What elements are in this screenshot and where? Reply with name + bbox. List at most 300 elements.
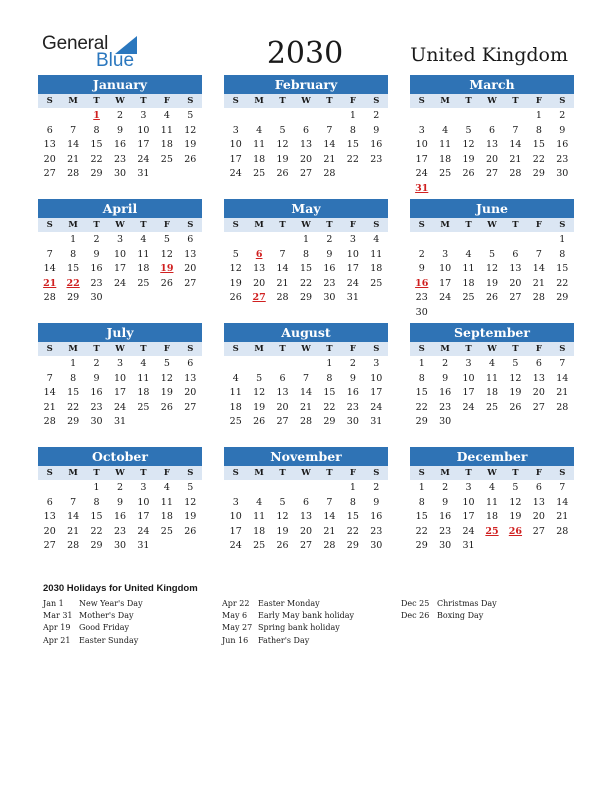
holiday-name: Early May bank holiday [258, 611, 355, 621]
empty-cell [294, 109, 317, 124]
weekday-label: T [140, 344, 147, 354]
day-cell: 27 [509, 292, 522, 304]
holiday-day-cell: 25 [485, 525, 499, 537]
day-cell: 26 [184, 153, 197, 165]
day-cell: 8 [93, 124, 100, 136]
weekday-label: S [418, 468, 425, 478]
day-cell: 7 [512, 124, 519, 136]
day-cell: 4 [442, 124, 449, 136]
weekday-label: S [187, 468, 194, 478]
day-cell: 26 [229, 292, 242, 304]
day-cell: 15 [90, 139, 103, 151]
day-cell: 25 [370, 277, 383, 289]
month-october [38, 447, 202, 571]
day-cell: 16 [370, 511, 383, 523]
day-cell: 4 [488, 358, 496, 369]
day-cell: 6 [279, 372, 286, 384]
day-cell: 2 [349, 358, 356, 369]
day-cell: 2 [559, 110, 566, 121]
month-title: January [38, 75, 202, 94]
holiday-entry [222, 610, 397, 622]
day-cell: 26 [462, 168, 475, 180]
day-cell: 14 [43, 387, 56, 399]
weekday-label: T [512, 220, 519, 230]
day-cell: 10 [113, 248, 127, 260]
day-cell: 15 [90, 511, 103, 523]
day-cell: 7 [46, 372, 53, 384]
day-cell: 9 [442, 496, 449, 508]
day-cell: 8 [70, 248, 77, 260]
holiday-column [43, 598, 218, 647]
weekday-label: W [115, 468, 125, 478]
day-cell: 7 [326, 124, 333, 136]
day-cell: 18 [370, 263, 383, 275]
day-cell: 5 [512, 358, 519, 369]
day-cell: 31 [137, 168, 150, 180]
day-cell: 3 [116, 358, 124, 369]
holiday-entry [222, 635, 397, 647]
day-cell: 11 [439, 139, 452, 151]
empty-cell [247, 109, 270, 124]
day-cell: 28 [556, 525, 569, 537]
day-cell: 13 [532, 496, 545, 508]
day-cell: 9 [326, 248, 333, 260]
day-cell: 21 [323, 153, 336, 165]
day-cell: 5 [187, 110, 194, 121]
day-cell: 1 [70, 358, 77, 369]
weekday-label: F [349, 220, 356, 230]
day-cell: 13 [299, 511, 313, 523]
day-cell: 26 [184, 525, 197, 537]
day-cell: 10 [415, 139, 428, 151]
day-cell: 23 [90, 277, 103, 289]
day-cell: 20 [43, 525, 56, 537]
day-cell: 10 [462, 372, 475, 384]
day-cell: 25 [253, 168, 266, 180]
day-cell: 5 [488, 248, 496, 260]
day-cell: 18 [137, 387, 150, 399]
weekday-label: M [440, 468, 450, 478]
day-cell: 10 [462, 496, 475, 508]
holiday-entry [43, 610, 218, 622]
day-cell: 1 [418, 482, 425, 493]
day-cell: 8 [326, 372, 333, 384]
weekday-label: T [279, 344, 286, 354]
weekday-label: T [465, 96, 472, 106]
day-cell: 21 [67, 153, 80, 165]
weekday-header [410, 218, 574, 232]
day-cell: 27 [485, 168, 499, 180]
day-cell: 23 [346, 401, 359, 413]
brand-word-blue: Blue [96, 50, 135, 71]
weekday-label: T [465, 344, 472, 354]
day-cell: 29 [556, 292, 569, 304]
day-grid [38, 232, 202, 306]
day-cell: 16 [113, 139, 127, 151]
weekday-label: F [163, 96, 170, 106]
day-cell: 16 [439, 511, 452, 523]
day-cell: 27 [276, 416, 289, 428]
day-cell: 28 [43, 416, 56, 428]
day-grid [224, 108, 388, 182]
day-cell: 4 [256, 124, 263, 136]
holiday-date: Mar 31 [43, 611, 73, 621]
empty-cell [318, 109, 341, 124]
day-cell: 9 [93, 248, 100, 260]
day-cell: 18 [439, 153, 452, 165]
weekday-label: W [487, 344, 497, 354]
day-cell: 30 [346, 416, 359, 428]
day-cell: 12 [509, 372, 522, 384]
day-cell: 26 [485, 292, 499, 304]
weekday-label: S [418, 96, 425, 106]
day-cell: 26 [160, 277, 173, 289]
weekday-label: M [440, 344, 450, 354]
day-cell: 11 [160, 124, 173, 136]
day-cell: 5 [465, 124, 472, 136]
day-cell: 16 [556, 139, 569, 151]
day-cell: 9 [559, 124, 566, 136]
day-cell: 9 [93, 372, 100, 384]
day-cell: 6 [512, 248, 519, 260]
day-cell: 23 [370, 153, 383, 165]
day-cell: 6 [488, 124, 496, 136]
day-cell: 19 [276, 525, 289, 537]
day-grid [410, 108, 574, 197]
day-grid [224, 480, 388, 554]
weekday-header [38, 94, 202, 108]
weekday-label: T [93, 468, 100, 478]
day-cell: 23 [113, 153, 127, 165]
day-cell: 17 [370, 387, 383, 399]
day-cell: 31 [370, 416, 383, 428]
day-cell: 30 [90, 292, 103, 304]
day-grid [38, 480, 202, 554]
month-title: March [410, 75, 574, 94]
day-cell: 21 [556, 511, 569, 523]
day-cell: 10 [370, 372, 383, 384]
day-cell: 19 [485, 277, 499, 289]
day-cell: 19 [184, 139, 197, 151]
day-cell: 7 [70, 496, 77, 508]
holiday-date: Dec 25 [401, 599, 430, 608]
day-cell: 14 [532, 263, 545, 275]
weekday-label: T [93, 344, 100, 354]
month-title: August [224, 323, 388, 342]
weekday-label: S [373, 468, 380, 478]
weekday-label: M [254, 468, 264, 478]
weekday-label: S [559, 96, 566, 106]
day-cell: 11 [485, 496, 499, 508]
day-cell: 12 [485, 263, 499, 275]
day-cell: 13 [43, 139, 56, 151]
day-cell: 22 [90, 525, 103, 537]
day-cell: 17 [229, 153, 242, 165]
day-cell: 12 [509, 496, 522, 508]
empty-cell [61, 109, 84, 124]
day-cell: 2 [373, 110, 380, 121]
day-cell: 19 [253, 401, 266, 413]
weekday-label: W [487, 220, 497, 230]
day-cell: 29 [532, 168, 545, 180]
day-cell: 23 [556, 153, 569, 165]
day-cell: 20 [276, 401, 289, 413]
holiday-name: Easter Sunday [79, 635, 139, 645]
weekday-header [224, 94, 388, 108]
day-cell: 7 [326, 496, 333, 508]
page-title-year: 2030 [266, 36, 344, 71]
day-cell: 19 [229, 277, 242, 289]
day-cell: 1 [302, 234, 310, 245]
day-cell: 21 [556, 387, 569, 399]
day-cell: 22 [532, 153, 545, 165]
month-march [410, 75, 574, 199]
day-cell: 14 [556, 372, 569, 384]
empty-cell [224, 233, 247, 248]
day-cell: 4 [256, 496, 263, 508]
day-cell: 14 [67, 511, 80, 523]
day-cell: 24 [462, 401, 475, 413]
weekday-label: S [46, 220, 53, 230]
holiday-day-cell: 26 [508, 525, 523, 537]
weekday-label: F [163, 344, 170, 354]
weekday-label: M [440, 96, 450, 106]
day-grid [38, 108, 202, 182]
day-cell: 18 [160, 139, 173, 151]
month-june [410, 199, 574, 323]
weekday-label: S [46, 468, 53, 478]
day-cell: 5 [279, 124, 286, 136]
day-cell: 31 [346, 292, 359, 304]
month-august [224, 323, 388, 447]
day-cell: 28 [532, 292, 545, 304]
day-cell: 26 [509, 401, 522, 413]
day-cell: 15 [67, 387, 80, 399]
day-cell: 17 [462, 387, 475, 399]
day-cell: 21 [43, 401, 56, 413]
day-cell: 19 [462, 153, 475, 165]
empty-cell [38, 233, 61, 248]
day-cell: 9 [116, 124, 124, 136]
holiday-day-cell: 6 [255, 248, 263, 260]
day-cell: 31 [113, 416, 127, 428]
day-cell: 7 [46, 248, 53, 260]
empty-cell [433, 233, 456, 248]
day-cell: 16 [323, 263, 336, 275]
day-cell: 6 [302, 124, 310, 136]
day-cell: 20 [253, 277, 266, 289]
holiday-date: Jan 1 [43, 599, 64, 608]
day-cell: 22 [323, 401, 336, 413]
day-cell: 17 [462, 511, 475, 523]
day-cell: 20 [184, 263, 197, 275]
holiday-name: Boxing Day [437, 611, 484, 621]
day-grid [410, 232, 574, 321]
day-cell: 5 [187, 482, 194, 493]
weekday-label: W [301, 220, 311, 230]
day-cell: 30 [90, 416, 103, 428]
empty-cell [457, 233, 480, 248]
day-cell: 26 [253, 416, 266, 428]
day-cell: 3 [140, 482, 147, 493]
weekday-label: S [232, 220, 239, 230]
day-cell: 26 [276, 168, 289, 180]
day-cell: 29 [415, 416, 428, 428]
day-cell: 15 [556, 263, 569, 275]
month-title: February [224, 75, 388, 94]
empty-cell [38, 109, 61, 124]
day-cell: 12 [276, 139, 289, 151]
day-cell: 15 [67, 263, 80, 275]
holiday-date: Apr 22 [222, 599, 250, 608]
day-cell: 23 [415, 292, 428, 304]
day-cell: 16 [346, 387, 359, 399]
day-grid [410, 356, 574, 430]
weekday-label: T [465, 220, 472, 230]
day-cell: 12 [229, 263, 242, 275]
day-cell: 5 [232, 248, 239, 260]
holiday-date: Apr 19 [43, 623, 71, 633]
day-cell: 25 [462, 292, 475, 304]
empty-cell [224, 109, 247, 124]
month-title: October [38, 447, 202, 466]
day-cell: 21 [323, 525, 336, 537]
day-cell: 30 [370, 540, 383, 552]
day-cell: 15 [323, 387, 336, 399]
day-cell: 23 [439, 525, 452, 537]
day-cell: 17 [346, 263, 359, 275]
day-cell: 3 [140, 110, 147, 121]
weekday-label: F [349, 344, 356, 354]
day-cell: 11 [370, 248, 383, 260]
empty-cell [480, 233, 503, 248]
empty-cell [247, 357, 270, 372]
day-cell: 8 [93, 496, 100, 508]
day-cell: 12 [462, 139, 475, 151]
day-cell: 13 [509, 263, 522, 275]
day-cell: 2 [93, 234, 100, 245]
day-cell: 3 [232, 496, 239, 508]
weekday-label: S [418, 220, 425, 230]
day-cell: 22 [299, 277, 313, 289]
day-cell: 7 [535, 248, 542, 260]
day-cell: 5 [512, 482, 519, 493]
empty-cell [38, 357, 61, 372]
weekday-label: S [559, 344, 566, 354]
day-cell: 6 [46, 496, 53, 508]
day-cell: 30 [415, 306, 428, 318]
weekday-label: M [254, 220, 264, 230]
day-cell: 29 [67, 292, 80, 304]
month-september [410, 323, 574, 447]
day-cell: 29 [323, 416, 336, 428]
day-cell: 28 [323, 168, 336, 180]
day-cell: 23 [113, 525, 127, 537]
weekday-label: T [326, 96, 333, 106]
empty-cell [38, 481, 61, 496]
day-cell: 18 [253, 153, 266, 165]
weekday-label: F [349, 96, 356, 106]
day-cell: 26 [276, 540, 289, 552]
day-cell: 28 [299, 416, 313, 428]
day-cell: 14 [323, 139, 336, 151]
day-cell: 2 [326, 234, 333, 245]
holiday-name: Spring bank holiday [258, 623, 340, 633]
day-cell: 24 [346, 277, 359, 289]
weekday-label: F [535, 220, 542, 230]
weekday-header [410, 466, 574, 480]
day-cell: 3 [116, 234, 124, 245]
holiday-day-cell: 27 [252, 292, 266, 304]
month-february [224, 75, 388, 199]
day-cell: 2 [442, 482, 449, 493]
weekday-label: F [163, 468, 170, 478]
weekday-label: M [254, 344, 264, 354]
day-cell: 15 [532, 139, 545, 151]
day-cell: 13 [184, 248, 197, 260]
day-cell: 4 [373, 234, 380, 245]
day-cell: 21 [67, 525, 80, 537]
day-cell: 10 [137, 124, 150, 136]
day-cell: 12 [184, 124, 197, 136]
month-title: September [410, 323, 574, 342]
day-cell: 23 [370, 525, 383, 537]
day-cell: 30 [439, 416, 452, 428]
day-cell: 25 [485, 401, 499, 413]
day-cell: 29 [415, 540, 428, 552]
day-cell: 3 [465, 482, 472, 493]
month-april [38, 199, 202, 323]
day-cell: 23 [439, 401, 452, 413]
day-cell: 24 [113, 277, 127, 289]
weekday-label: W [301, 96, 311, 106]
day-cell: 20 [299, 525, 313, 537]
day-cell: 6 [187, 358, 194, 369]
day-cell: 24 [439, 292, 452, 304]
weekday-header [224, 466, 388, 480]
month-title: April [38, 199, 202, 218]
weekday-header [224, 342, 388, 356]
weekday-label: F [163, 220, 170, 230]
day-cell: 28 [556, 401, 569, 413]
weekday-label: T [279, 220, 286, 230]
weekday-label: S [232, 468, 239, 478]
day-cell: 13 [184, 372, 197, 384]
day-cell: 2 [418, 248, 425, 260]
weekday-label: W [115, 344, 125, 354]
day-cell: 30 [113, 540, 127, 552]
month-title: July [38, 323, 202, 342]
day-cell: 15 [299, 263, 313, 275]
weekday-label: M [440, 220, 450, 230]
brand-word-general: General [42, 33, 109, 54]
day-cell: 20 [485, 153, 499, 165]
day-cell: 10 [229, 139, 242, 151]
day-cell: 1 [93, 482, 100, 493]
day-cell: 1 [559, 234, 566, 245]
day-cell: 25 [160, 525, 173, 537]
day-cell: 30 [113, 168, 127, 180]
weekday-header [38, 218, 202, 232]
day-cell: 17 [113, 263, 127, 275]
day-cell: 7 [70, 124, 77, 136]
empty-cell [271, 233, 294, 248]
weekday-label: T [279, 96, 286, 106]
day-cell: 24 [113, 401, 127, 413]
holiday-name: Father's Day [258, 635, 310, 645]
holiday-day-cell: 16 [415, 277, 429, 289]
day-cell: 27 [43, 168, 56, 180]
